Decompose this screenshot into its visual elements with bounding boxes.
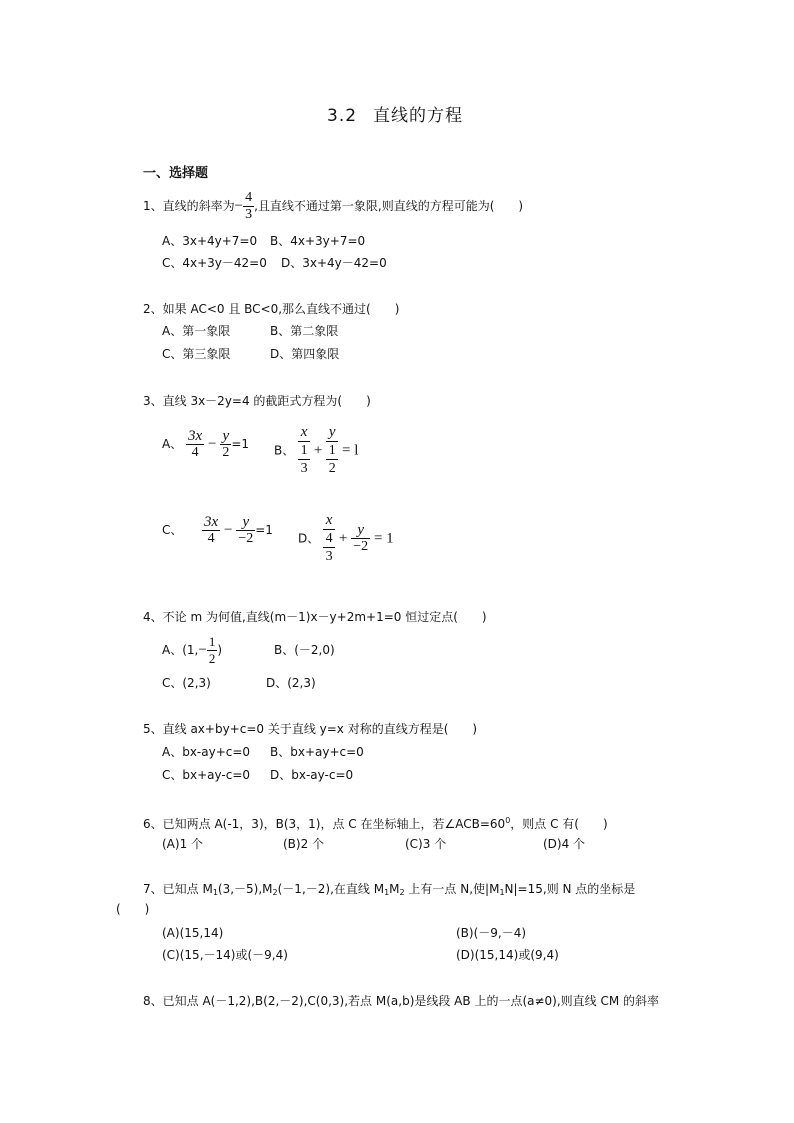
q6-degree-superscript: 0	[505, 816, 511, 825]
q4-a-suffix: )	[217, 643, 222, 657]
inner-denominator: 2	[328, 461, 336, 476]
numerator: y	[357, 522, 364, 538]
q3-d-label: D、	[298, 531, 320, 546]
q7-text-4: M	[389, 882, 400, 896]
title-number: 3.2	[327, 106, 358, 126]
q6-option-a: (A)1 个	[162, 837, 204, 851]
q7-text-6: N|=15,则 N 点的坐标是	[504, 882, 636, 896]
q7-option-b: (B)(－9,－4)	[456, 926, 527, 940]
q7-text-5: 上有一点 N,使|M	[404, 882, 500, 896]
q1-fraction-numerator: 4	[245, 190, 253, 205]
q3-b-fraction-x	[298, 424, 310, 477]
q7-answer-blank: ( )	[116, 902, 150, 916]
q5-option-a: A、bx-ay+c=0	[162, 745, 251, 759]
numerator: y	[242, 514, 250, 530]
q4-a-fraction	[207, 634, 218, 667]
q1-option-b: B、4x+3y+7=0	[270, 234, 366, 248]
denominator: −2	[238, 531, 254, 546]
q4-a-minus: −	[198, 642, 207, 658]
inner-numerator: 1	[328, 443, 336, 458]
q3-a-fraction-2	[220, 428, 231, 461]
q7-option-c: (C)(15,－14)或(－9,4)	[162, 948, 288, 962]
q1-minus-sign: −	[234, 198, 244, 214]
q4-a-prefix: A、(1,	[162, 643, 199, 657]
question-3-stem: 3、直线 3x－2y=4 的截距式方程为( )	[143, 394, 371, 408]
q3-d-operator: +	[338, 530, 348, 547]
q1-slope-fraction	[243, 190, 254, 223]
numerator: 3x	[188, 428, 203, 444]
q7-subscript-4: 2	[399, 888, 405, 897]
q7-text-1: 7、已知点 M	[143, 882, 213, 896]
numerator: y	[328, 424, 336, 440]
question-4-stem: 4、不论 m 为何值,直线(m－1)x－y+2m+1=0 恒过定点( )	[143, 610, 487, 624]
question-1-stem	[143, 187, 523, 225]
question-6-stem	[143, 813, 608, 832]
q1-option-d: D、3x+4y－42=0	[281, 256, 387, 270]
denominator: 4	[191, 445, 199, 460]
q7-option-d: (D)(15,14)或(9,4)	[456, 948, 559, 962]
title-text: 直线的方程	[373, 106, 464, 126]
q4-option-c: C、(2,3)	[162, 676, 211, 690]
q1-suffix: ,且直线不通过第一象限,则直线的方程可能为( )	[254, 199, 524, 213]
q3-option-a	[162, 424, 249, 464]
denominator: 2	[208, 651, 216, 666]
numerator: 3x	[204, 514, 219, 530]
q3-d-fraction-x	[323, 512, 335, 565]
q7-subscript-1: 1	[212, 888, 218, 897]
numerator: x	[300, 424, 308, 440]
q5-option-b: B、bx+ay+c=0	[270, 745, 364, 759]
q5-option-d: D、bx-ay-c=0	[270, 768, 354, 782]
q6-option-b: (B)2 个	[283, 837, 325, 851]
q7-text-2: (3,－5),M	[217, 882, 273, 896]
q3-b-operator: +	[313, 442, 323, 459]
inner-numerator: 1	[300, 443, 308, 458]
q1-prefix: 1、直线的斜率为	[143, 199, 235, 213]
q1-option-c: C、4x+3y－42=0	[162, 256, 267, 270]
q1-fraction-denominator: 3	[245, 207, 253, 222]
q3-a-label: A、	[162, 437, 183, 451]
q7-text-3: (－1,－2),在直线 M	[277, 882, 385, 896]
q1-option-a: A、3x+4y+7=0	[162, 234, 258, 248]
q3-c-operator: −	[224, 522, 233, 538]
q3-c-equals: =1	[255, 523, 273, 537]
q4-option-b: B、(－2,0)	[274, 643, 335, 657]
inner-denominator: 3	[325, 549, 333, 564]
denominator: 2	[222, 445, 230, 460]
q7-subscript-5: 1	[499, 888, 505, 897]
inner-numerator: 4	[325, 531, 333, 546]
page-title	[327, 108, 463, 124]
denominator: −2	[353, 539, 369, 554]
question-8-stem: 8、已知点 A(－1,2),B(2,－2),C(0,3),若点 M(a,b)是线段 AB 上的一点(a≠0),则直线 CM 的斜率	[143, 994, 660, 1008]
denominator: 4	[207, 531, 215, 546]
q3-c-label: C、	[162, 523, 183, 537]
numerator: y	[222, 428, 230, 444]
numerator: 1	[208, 634, 216, 649]
inner-denominator: 3	[300, 461, 308, 476]
q3-b-fraction-y	[326, 424, 338, 477]
q3-d-fraction-y	[351, 522, 370, 555]
q7-subscript-3: 1	[384, 888, 390, 897]
q2-option-d: D、第四象限	[270, 347, 340, 361]
q3-d-equals: = 1	[373, 530, 394, 547]
q6-option-d: (D)4 个	[543, 837, 586, 851]
q3-a-fraction-1	[186, 428, 204, 461]
q6-option-c: (C)3 个	[405, 837, 447, 851]
q7-subscript-2: 2	[272, 888, 278, 897]
section-heading: 一、选择题	[143, 166, 209, 181]
numerator: x	[325, 512, 333, 528]
q3-b-equals: = l	[342, 442, 359, 459]
q3-option-c	[162, 510, 273, 550]
q2-option-a: A、第一象限	[162, 324, 231, 338]
q3-a-equals: =1	[231, 437, 250, 451]
q7-option-a: (A)(15,14)	[162, 926, 224, 940]
q6-stem-part-2: ，则点 C 有( )	[510, 817, 608, 831]
q5-option-c: C、bx+ay-c=0	[162, 768, 251, 782]
q4-option-d: D、(2,3)	[266, 676, 316, 690]
q4-option-a	[162, 632, 222, 668]
q3-option-d	[298, 512, 394, 565]
q2-option-c: C、第三象限	[162, 347, 231, 361]
q3-option-b	[274, 424, 358, 477]
question-2-stem: 2、如果 AC<0 且 BC<0,那么直线不通过( )	[143, 302, 400, 316]
q3-c-fraction-2	[236, 514, 255, 547]
question-7-stem	[143, 881, 635, 901]
q6-stem-part-1: 6、已知两点 A(-1，3)，B(3，1)，点 C 在坐标轴上，若∠ACB=60	[143, 817, 506, 831]
q3-a-operator: −	[208, 436, 217, 452]
q2-option-b: B、第二象限	[270, 324, 339, 338]
question-5-stem: 5、直线 ax+by+c=0 关于直线 y=x 对称的直线方程是( )	[143, 722, 478, 736]
q3-c-fraction-1	[202, 514, 220, 547]
q3-b-label: B、	[274, 443, 295, 458]
